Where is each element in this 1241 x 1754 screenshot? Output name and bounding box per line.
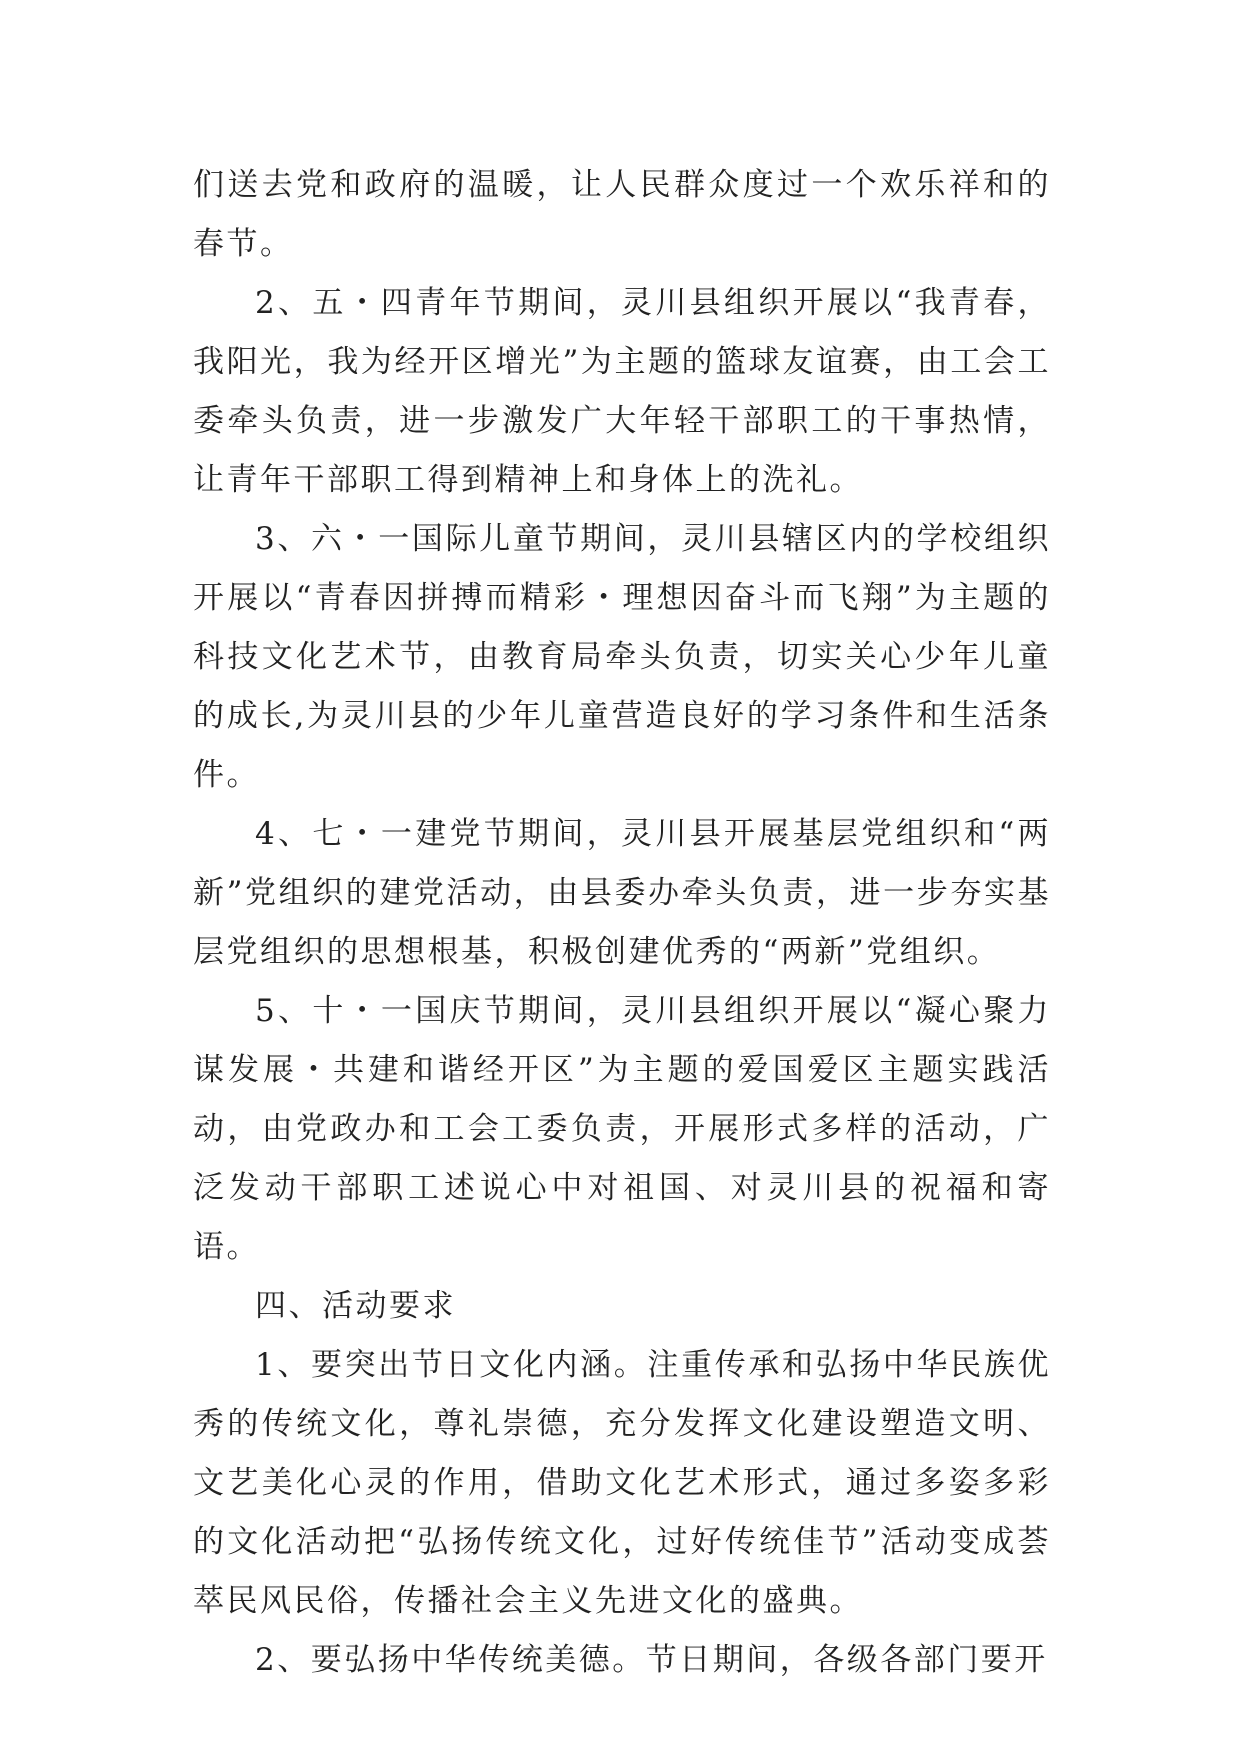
paragraph-spring-festival-end: 们送去党和政府的温暖，让人民群众度过一个欢乐祥和的春节。 (193, 167, 1051, 262)
paragraph-party-founding-day: 4、七・一建党节期间，灵川县开展基层党组织和“两新”党组织的建党活动，由县委办牵头负责，进一步夯实基层党组织的思想根基，积极创建优秀的“两新”党组织。 (193, 816, 1051, 970)
paragraph-requirement-2: 2、要弘扬中华传统美德。节日期间，各级各部门要开 (255, 1642, 1048, 1678)
document-body (193, 156, 1051, 1690)
paragraph-requirement-1: 1、要突出节日文化内涵。注重传承和弘扬中华民族优秀的传统文化，尊礼崇德，充分发挥文化建设塑造文明、文艺美化心灵的作用，借助文化艺术形式，通过多姿多彩的文化活动把“弘扬传统文化，过好传统佳节”活动变成荟萃民风民俗，传播社会主义先进文化的盛典。 (193, 1347, 1051, 1619)
section-heading-activity-requirements: 四、活动要求 (255, 1288, 456, 1324)
paragraph-childrens-day: 3、六・一国际儿童节期间，灵川县辖区内的学校组织开展以“青春因拼搏而精彩・理想因奋斗而飞翔”为主题的科技文化艺术节，由教育局牵头负责，切实关心少年儿童的成长,为灵川县的少年儿童营造良好的学习条件和生活条件。 (193, 521, 1051, 793)
paragraph-national-day: 5、十・一国庆节期间，灵川县组织开展以“凝心聚力谋发展・共建和谐经开区”为主题的爱国爱区主题实践活动，由党政办和工会工委负责，开展形式多样的活动，广泛发动干部职工述说心中对祖国、对灵川县的祝福和寄语。 (193, 993, 1051, 1265)
paragraph-youth-day: 2、五・四青年节期间，灵川县组织开展以“我青春，我阳光，我为经开区增光”为主题的篮球友谊赛，由工会工委牵头负责，进一步激发广大年轻干部职工的干事热情，让青年干部职工得到精神上和身体上的洗礼。 (193, 285, 1051, 498)
